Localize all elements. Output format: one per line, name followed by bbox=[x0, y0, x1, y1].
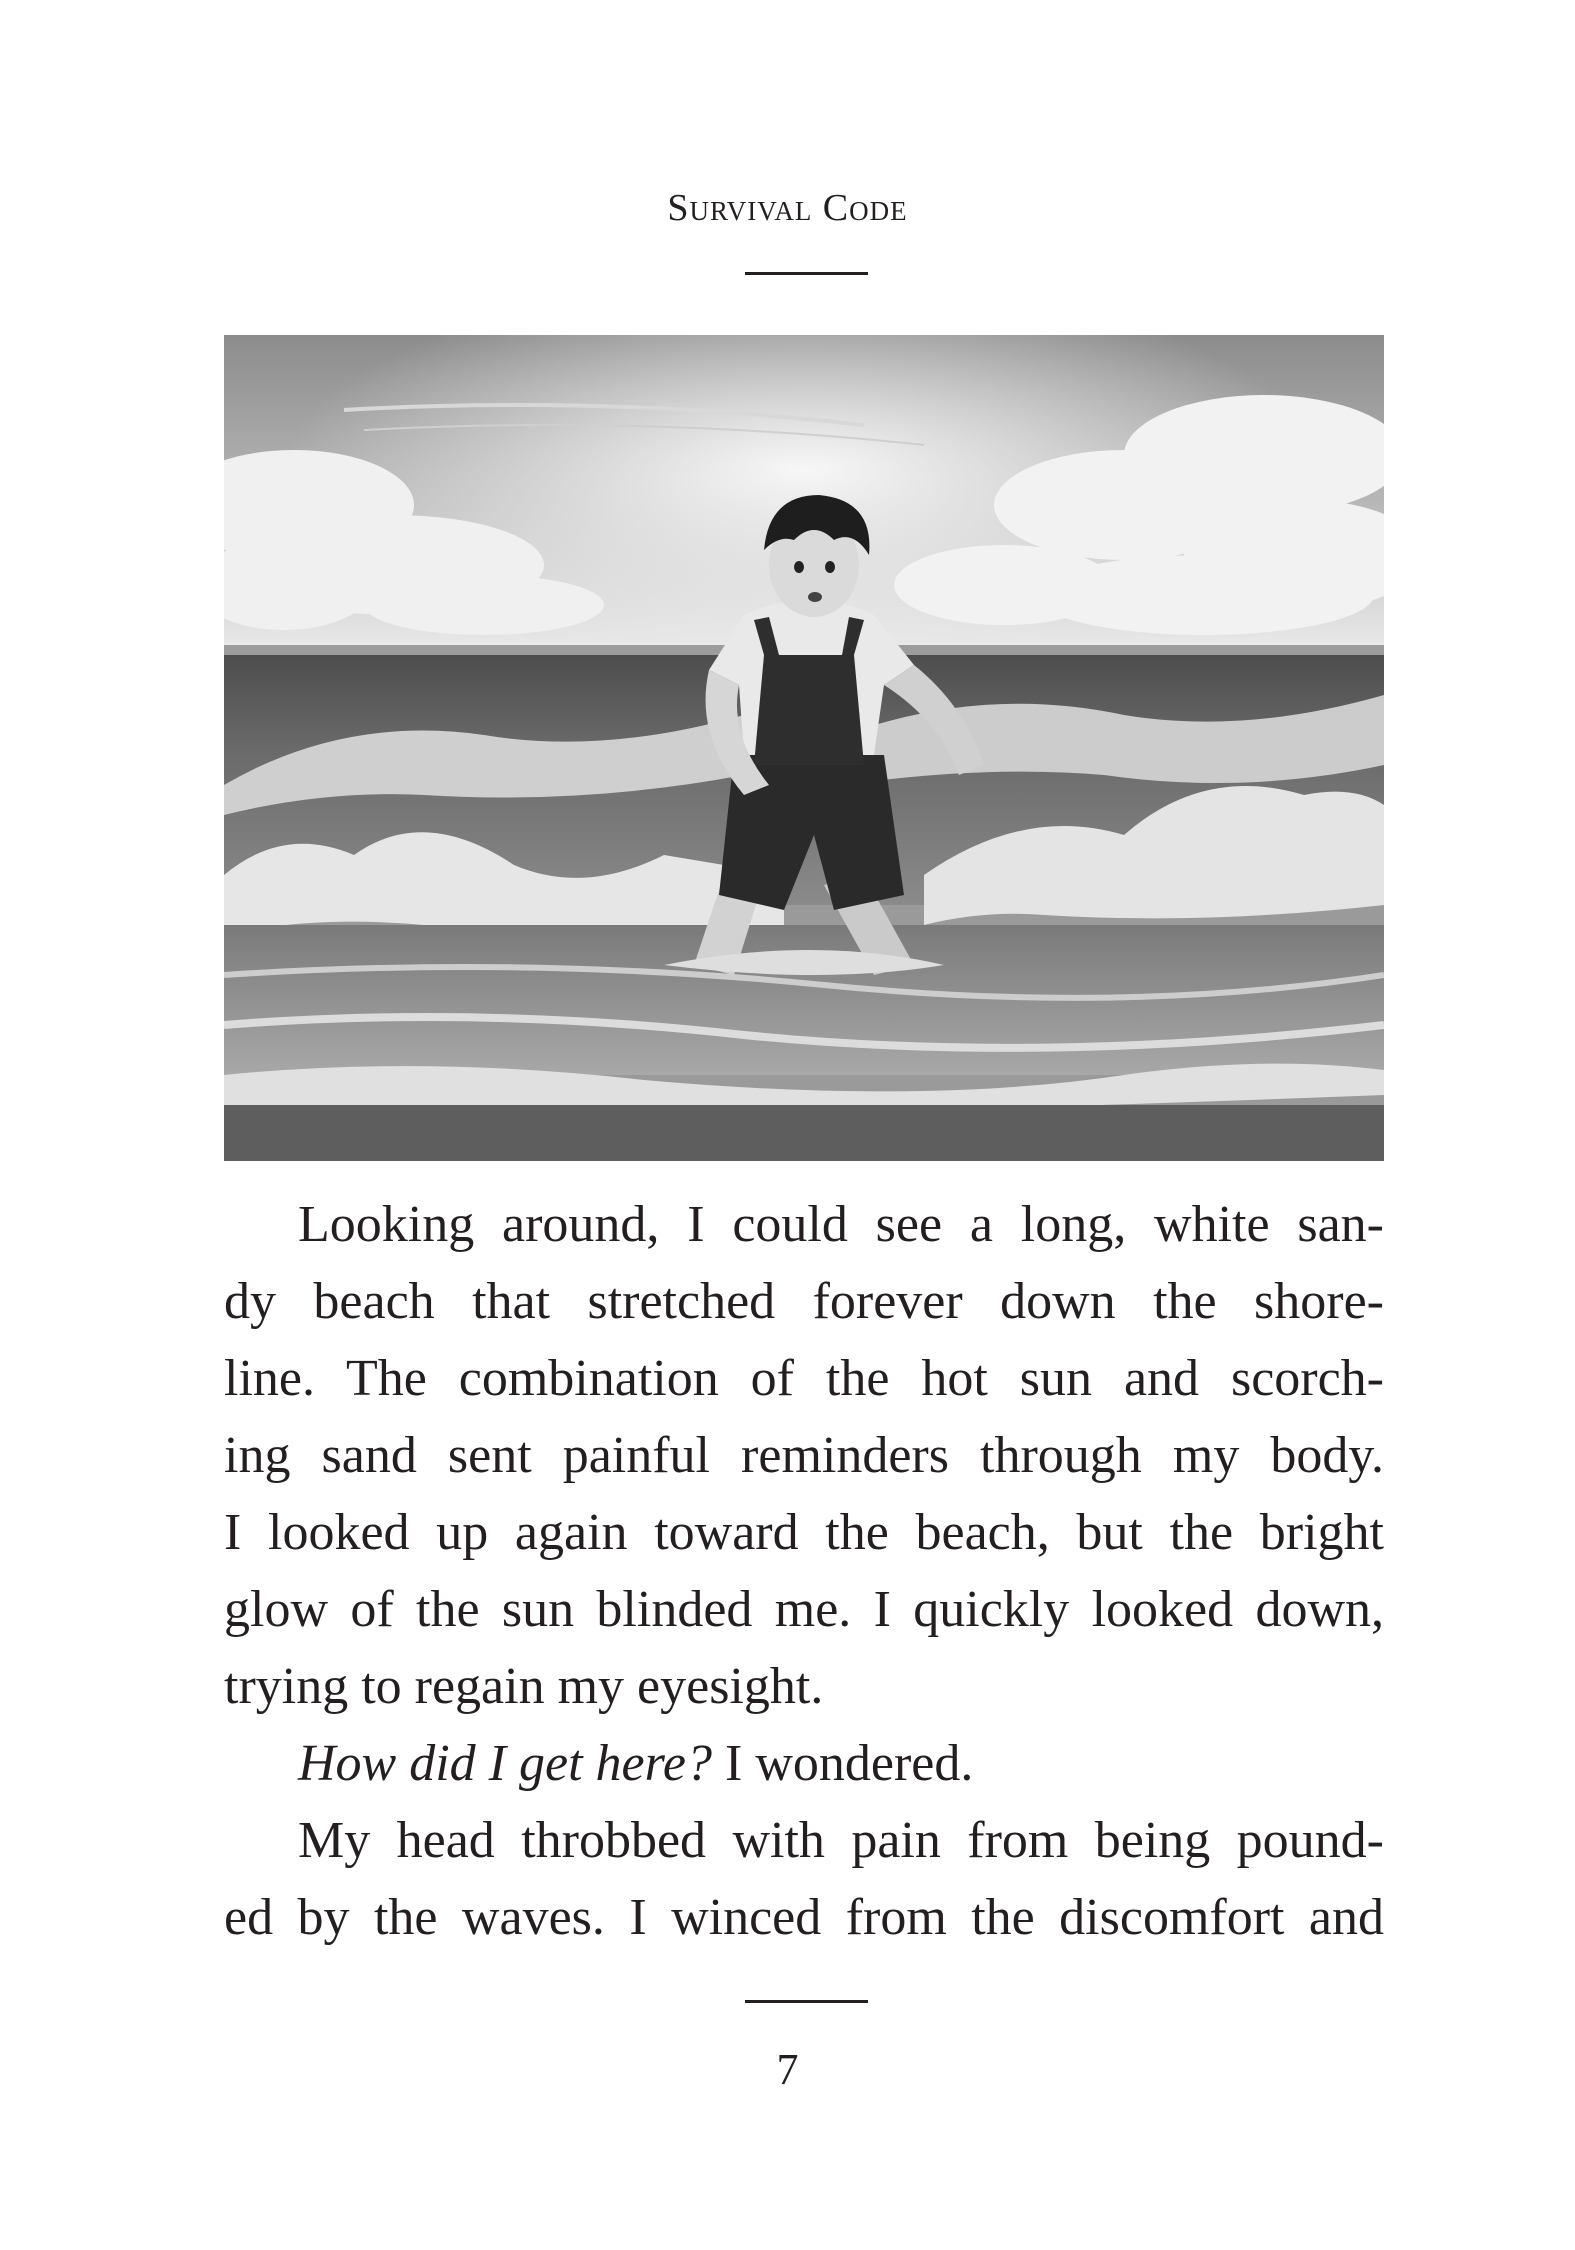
paragraph-2 bbox=[224, 1725, 1384, 1802]
paragraph-2-rest: I wondered. bbox=[712, 1735, 974, 1792]
header-rule bbox=[745, 272, 868, 275]
paragraph-3-line-1: My head throbbed with pain from being pound- bbox=[298, 1812, 1384, 1869]
paragraph-1-line-6: glow of the sun blinded me. I quickly looked down, bbox=[224, 1581, 1384, 1638]
paragraph-1-line-5: I looked up again toward the beach, but the bright bbox=[224, 1504, 1384, 1561]
paragraph-3-line-2: ed by the waves. I winced from the discomfort and bbox=[224, 1889, 1384, 1946]
paragraph-1-line-3: line. The combination of the hot sun and scorch- bbox=[224, 1350, 1384, 1407]
page-number: 7 bbox=[776, 2045, 799, 2094]
paragraph-1-line-2: dy beach that stretched forever down the shore- bbox=[224, 1273, 1384, 1330]
paragraph-1-line-1: Looking around, I could see a long, white san- bbox=[298, 1196, 1384, 1253]
paragraph-1-line-7: trying to regain my eyesight. bbox=[224, 1658, 824, 1715]
paragraph-1-line-4: ing sand sent painful reminders through my body. bbox=[224, 1427, 1384, 1484]
boy-in-surf-illustration-icon bbox=[224, 335, 1384, 1161]
paragraph-2-italic: How did I get here? bbox=[298, 1735, 712, 1792]
footer-rule bbox=[745, 2000, 868, 2003]
body-text bbox=[224, 1186, 1384, 1956]
running-head: Survival Code bbox=[667, 187, 908, 229]
illustration bbox=[224, 335, 1384, 1161]
